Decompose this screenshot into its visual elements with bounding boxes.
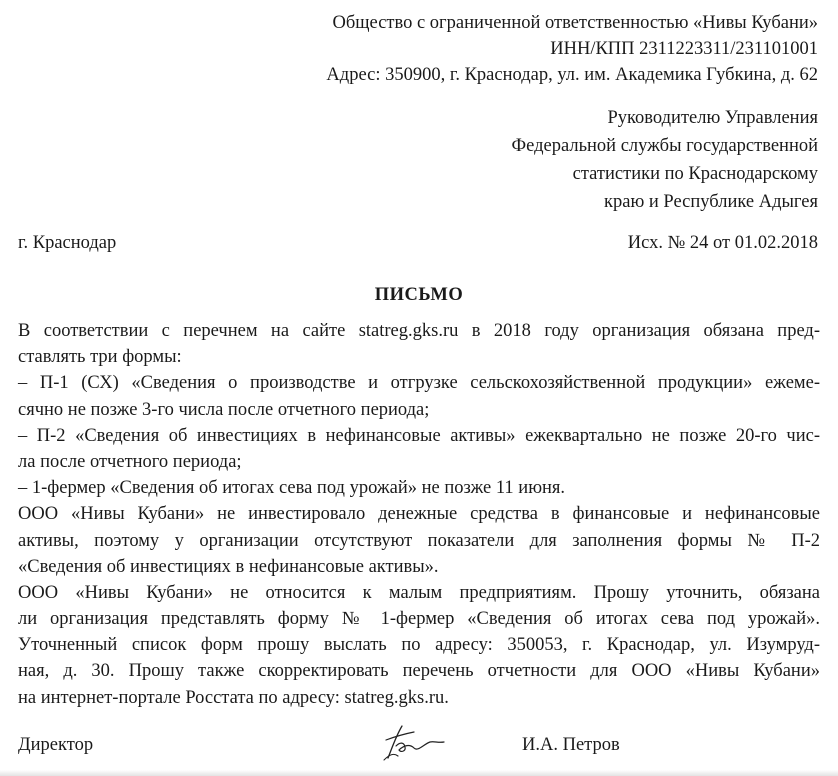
body-line: ставлять три формы: xyxy=(18,347,182,368)
addressee-line: Федеральной службы государственной xyxy=(511,136,818,156)
page-edge-shadow xyxy=(0,770,838,776)
body-line: – П-2 «Сведения об инвестициях в нефинансовые активы» ежеквартально не позже 20-го чис- xyxy=(18,425,820,446)
body-line: ли организация представлять форму № 1-фермер «Сведения об итогах сева под урожай». xyxy=(18,609,820,630)
body-line: – П-1 (СХ) «Сведения о производстве и отгрузке сельскохозяйственной продукции» ежеме- xyxy=(18,373,820,394)
addressee-line: краю и Республике Адыгея xyxy=(604,192,818,212)
outgoing-reference: Исх. № 24 от 01.02.2018 xyxy=(627,233,818,253)
body-line: Уточненный список форм прошу выслать по адресу: 350053, г. Краснодар, ул. Изумруд- xyxy=(18,635,820,656)
signatory-position: Директор xyxy=(18,735,94,755)
body-line: В соответствии с перечнем на сайте statreg.gks.ru в 2018 году организация обязана пред- xyxy=(18,321,820,341)
body-line: на интернет-портале Росстата по адресу: statreg.gks.ru. xyxy=(18,687,449,708)
body-line: – 1-фермер «Сведения об итогах сева под урожай» не позже 11 июня. xyxy=(18,478,566,499)
sender-org-name: Общество с ограниченной ответственностью «Нивы Кубани» xyxy=(332,13,818,33)
addressee-line: статистики по Краснодарскому xyxy=(572,164,818,184)
body-line: ла после отчетного периода; xyxy=(18,451,242,472)
letter-title: ПИСЬМО xyxy=(374,285,464,305)
addressee-block xyxy=(512,104,818,216)
signatory-name: И.А. Петров xyxy=(522,735,620,755)
letter-city: г. Краснодар xyxy=(18,233,117,253)
body-line: сячно не позже 3-го числа после отчетного периода; xyxy=(18,399,430,420)
handwritten-signature xyxy=(374,720,454,764)
body-line: ООО «Нивы Кубани» не относится к малым предприятиям. Прошу уточнить, обязана xyxy=(18,582,820,603)
body-line: ООО «Нивы Кубани» не инвестировало денежные средства в финансовые и нефинансовые xyxy=(18,504,820,525)
body-line: активы, поэтому у организации отсутствуют показатели для заполнения формы № П-2 xyxy=(18,530,820,551)
sender-address: Адрес: 350900, г. Краснодар, ул. им. Академика Губкина, д. 62 xyxy=(326,65,818,85)
signature-row xyxy=(18,732,820,762)
sender-block xyxy=(326,10,818,88)
letter-body xyxy=(18,318,820,711)
body-line: ная, д. 30. Прошу также скорректировать перечень отчетности для ООО «Нивы Кубани» xyxy=(18,661,820,682)
sender-inn-kpp: ИНН/КПП 2311223311/231101001 xyxy=(550,39,818,59)
addressee-line: Руководителю Управления xyxy=(607,108,818,128)
body-line: «Сведения об инвестициях в нефинансовые активы». xyxy=(18,556,439,577)
